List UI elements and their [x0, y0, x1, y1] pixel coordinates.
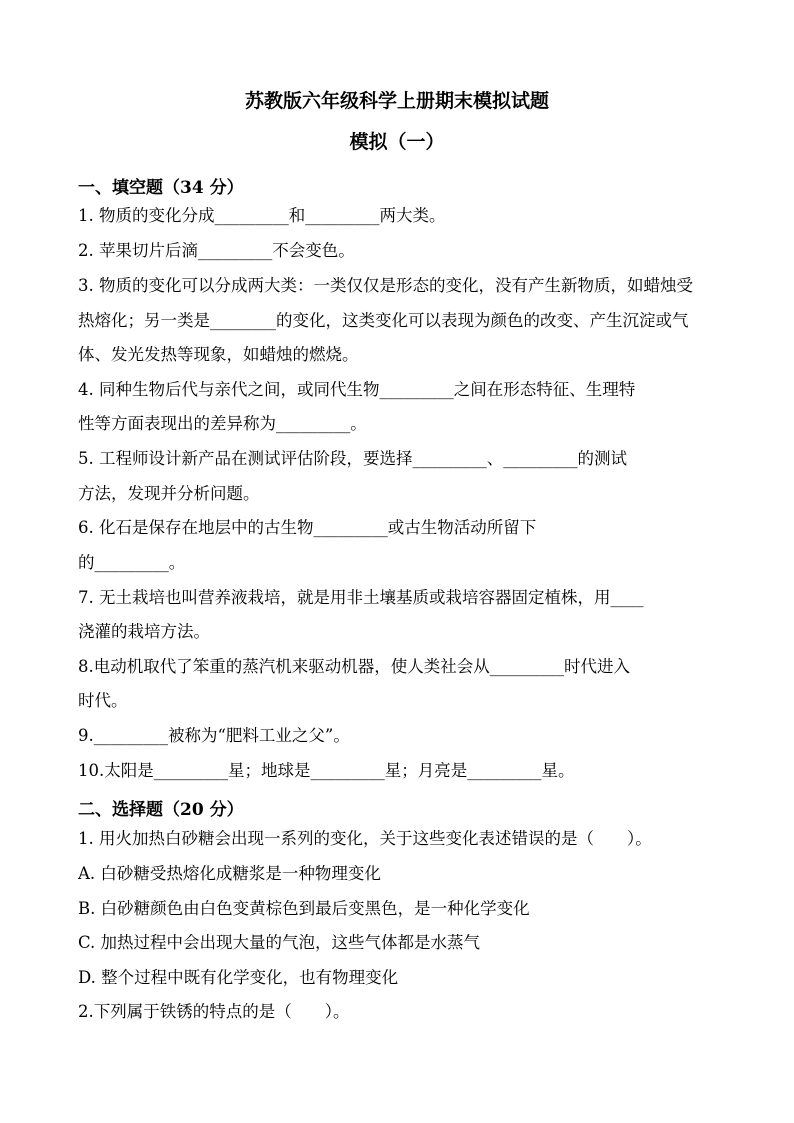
question-line: 9._________被称为“肥料工业之父”。 [78, 726, 350, 745]
question-line: 10.太阳是_________星；地球是_________星；月亮是_________星。 [78, 761, 575, 780]
choice-option-b: B. 白砂糖颜色由白色变黄棕色到最后变黑色，是一种化学变化 [78, 899, 530, 918]
question-line: 热熔化；另一类是________的变化，这类变化可以表现为颜色的改变、产生沉淀或气 [78, 311, 689, 330]
question-line: 性等方面表现出的差异称为_________。 [78, 414, 367, 433]
choice-option-a: A. 白砂糖受热熔化成糖浆是一种物理变化 [78, 864, 381, 883]
question-line: 浇灌的栽培方法。 [78, 622, 210, 641]
choice-option-c: C. 加热过程中会出现大量的气泡，这些气体都是水蒸气 [78, 933, 481, 952]
question-line: 1. 用火加热白砂糖会出现一系列的变化，关于这些变化表述错误的是（ ）。 [78, 829, 652, 848]
section-heading-multiple-choice: 二、选择题（20 分） [78, 800, 244, 820]
question-line: 的_________。 [78, 553, 186, 572]
question-line: 时代。 [78, 691, 128, 710]
question-line: 6. 化石是保存在地层中的古生物_________或古生物活动所留下 [78, 518, 537, 537]
choice-option-d: D. 整个过程中既有化学变化，也有物理变化 [78, 968, 399, 987]
question-line: 7. 无土栽培也叫营养液栽培，就是用非土壤基质或栽培容器固定植株，用____ [78, 588, 644, 607]
question-line: 3. 物质的变化可以分成两大类：一类仅仅是形态的变化，没有产生新物质，如蜡烛受 [78, 276, 693, 295]
question-line: 1. 物质的变化分成_________和_________两大类。 [78, 206, 446, 225]
exam-subtitle: 模拟（一） [349, 131, 445, 153]
question-line: 4. 同种生物后代与亲代之间，或同代生物_________之间在形态特征、生理特 [78, 380, 636, 399]
question-line: 8.电动机取代了笨重的蒸汽机来驱动机器，使人类社会从_________时代进入 [78, 657, 630, 676]
section-heading-fill-in: 一、填空题（34 分） [78, 178, 244, 198]
question-line: 2.下列属于铁锈的特点的是（ ）。 [78, 1002, 350, 1021]
question-line: 5. 工程师设计新产品在测试评估阶段，要选择_________、_________的测试 [78, 449, 627, 468]
question-line: 体、发光发热等现象，如蜡烛的燃烧。 [78, 345, 359, 364]
question-line: 2. 苹果切片后滴_________不会变色。 [78, 241, 355, 260]
exam-title: 苏教版六年级科学上册期末模拟试题 [244, 90, 549, 112]
question-line: 方法，发现并分析问题。 [78, 484, 260, 503]
